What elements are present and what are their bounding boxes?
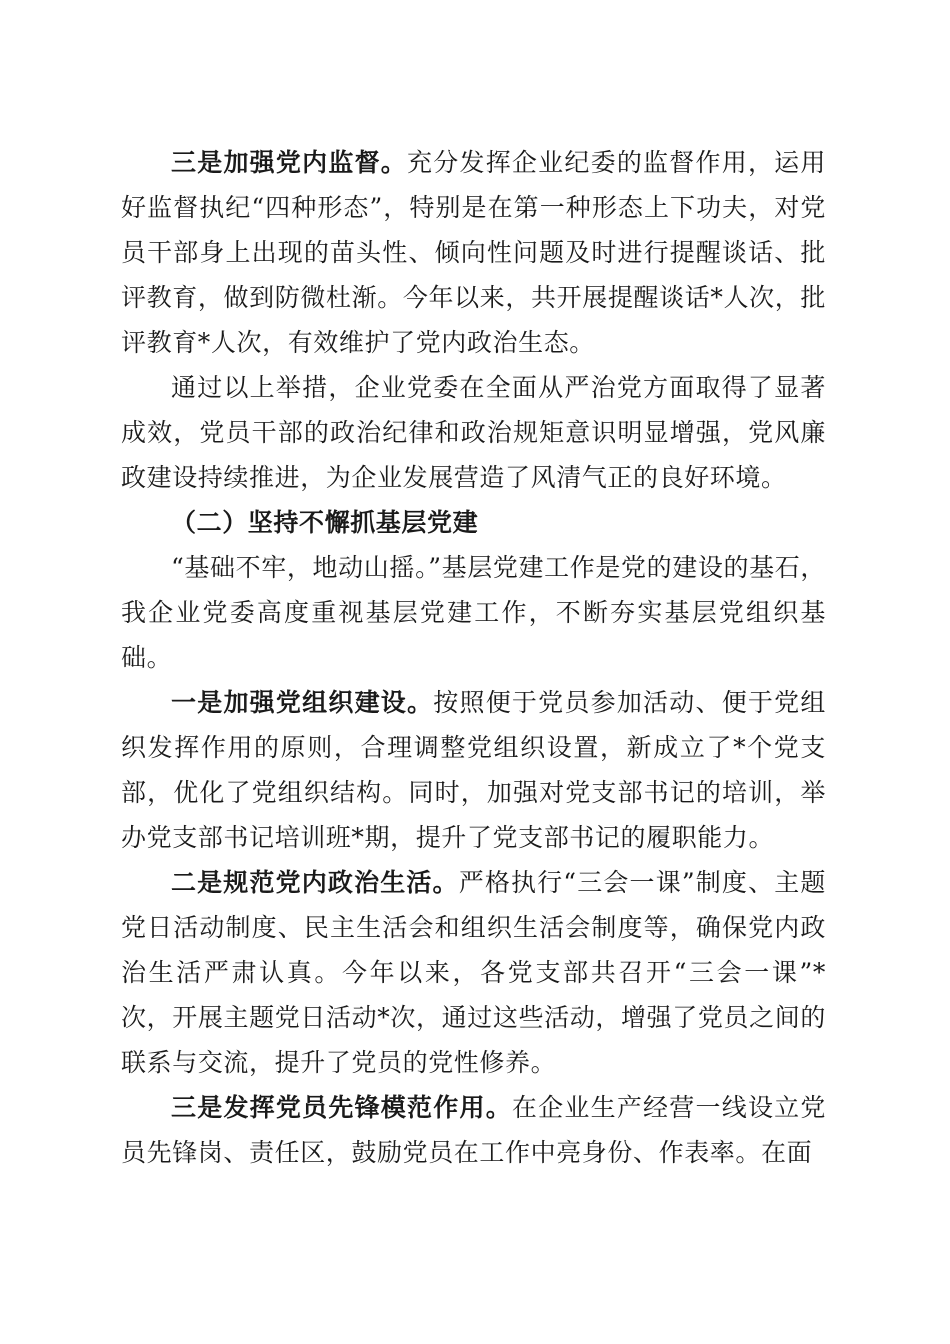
paragraph-political-life (121, 860, 826, 1085)
paragraph-body: 严格执行“三会一课”制度、主题党日活动制度、民主生活会和组织生活会制度等，确保党内政治生活严肃认真。今年以来，各党支部共召开“三会一课”*次，开展主题党日活动*次，通过这些活动，增强了党员之间的联系与交流，提升了党员的党性修养。 (121, 868, 826, 1077)
paragraph-lead: 二是规范党内政治生活。 (171, 868, 459, 897)
paragraph-party-supervision (121, 140, 826, 365)
document-body (121, 140, 826, 1175)
paragraph-body: 按照便于党员参加活动、便于党组织发挥作用的原则，合理调整党组织设置，新成立了*个党支部，优化了党组织结构。同时，加强对党支部书记的培训，举办党支部书记培训班*期，提升了党支部书记的履职能力。 (121, 688, 826, 852)
paragraph-body: 在企业生产经营一线设立党员先锋岗、责任区，鼓励党员在工作中亮身份、作表率。在面 (121, 1093, 826, 1167)
section-heading-text: （二）坚持不懈抓基层党建 (171, 508, 479, 537)
paragraph-vanguard-role (121, 1085, 826, 1175)
section-heading (121, 500, 826, 545)
paragraph-lead: 三是发挥党员先锋模范作用。 (171, 1093, 512, 1122)
paragraph-body: 通过以上举措，企业党委在全面从严治党方面取得了显著成效，党员干部的政治纪律和政治规矩意识明显增强，党风廉政建设持续推进，为企业发展营造了风清气正的良好环境。 (121, 373, 826, 492)
paragraph-body: 充分发挥企业纪委的监督作用，运用好监督执纪“四种形态”，特别是在第一种形态上下功夫，对党员干部身上出现的苗头性、倾向性问题及时进行提醒谈话、批评教育，做到防微杜渐。今年以来，共开展提醒谈话*人次，批评教育*人次，有效维护了党内政治生态。 (121, 148, 826, 357)
paragraph-organization-building (121, 680, 826, 860)
paragraph-body: “基础不牢，地动山摇。”基层党建工作是党的建设的基石，我企业党委高度重视基层党建工作，不断夯实基层党组织基础。 (121, 553, 826, 672)
paragraph-foundation (121, 545, 826, 680)
paragraph-summary (121, 365, 826, 500)
paragraph-lead: 一是加强党组织建设。 (171, 688, 434, 717)
paragraph-lead: 三是加强党内监督。 (171, 148, 408, 177)
